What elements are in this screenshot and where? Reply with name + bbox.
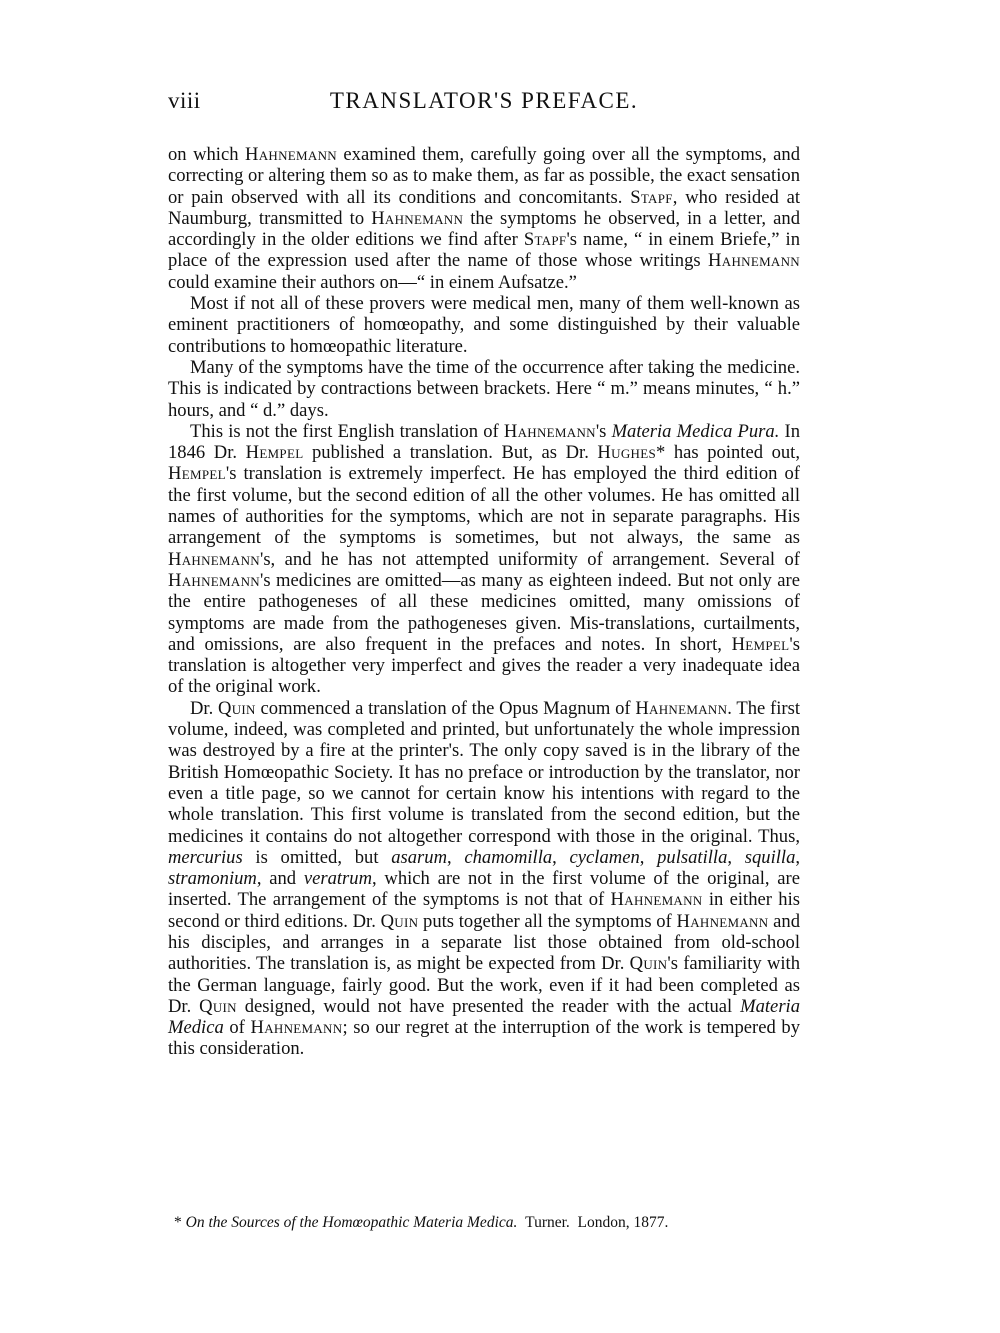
italic-text: asarum (391, 846, 447, 868)
footnote-marker: * (174, 1214, 182, 1231)
footnote (168, 1213, 806, 1233)
small-caps-name: Stapf (630, 186, 673, 208)
small-caps-name: Hahnemann (371, 207, 464, 229)
paragraph (168, 421, 800, 698)
page-header (168, 88, 800, 120)
italic-text: stramonium (168, 868, 257, 890)
text-run: ; so our regret at the interruption of the work is tempered by this consideration. (168, 1017, 800, 1060)
small-caps-name: Quin (629, 953, 668, 975)
small-caps-name: Hempel (168, 463, 226, 485)
text-run: , and (256, 868, 304, 890)
italic-text: squilla (744, 846, 796, 868)
text-run: commenced a translation of the Opus Magnum of (255, 697, 636, 719)
text-run: 's translation is altogether very imperfect and gives the reader a very inadequate idea of the original work. (168, 633, 800, 698)
small-caps-name: Hahnemann (610, 889, 703, 911)
italic-text: pulsatilla (657, 846, 728, 868)
text-run: * has pointed out, (656, 442, 800, 464)
text-run: could examine their authors on—“ in einem Aufsatze.” (168, 271, 577, 293)
text-run: of (223, 1017, 251, 1039)
small-caps-name: Hahnemann (708, 250, 800, 272)
text-run: and his disciples, and arranges in a separate list those obtained from old-school authorities. The translation is, as might be expected from Dr. (168, 910, 800, 975)
small-caps-name: Hahnemann (168, 569, 260, 591)
small-caps-name: Stapf (523, 229, 567, 251)
page-number: viii (168, 88, 201, 113)
footnote-title: On the Sources of the Homœopathic Materia Medica. (185, 1214, 518, 1231)
text-run: 's translation is extremely imperfect. He has employed the third edition of the first volume, but the second edition of all the other volumes. He has omitted all names of authorities for the symptoms, which are not in separate paragraphs. His arrangement of the symptoms is sometimes, but not always, the same as (168, 463, 800, 549)
text-run: . The first volume, indeed, was completed and printed, but unfortunately the whole impression was destroyed by a fire at the printer's. The only copy saved is in the library of the British Homœopathic Society. It has no preface or introduction by the translator, nor even a title page, so we cannot for certain know his intentions with regard to the whole translation. This first volume is translated from the second edition, but the medicines it contains do not altogether correspond with those in the original. Thus, (168, 697, 801, 847)
paragraph (168, 293, 800, 357)
footnote-place-year: London, 1877. (577, 1214, 669, 1231)
paragraph (168, 357, 800, 421)
italic-text: mercurius (168, 846, 243, 868)
text-run: , which are not in the first volume of the original, are inserted. The arrangement of the symptoms is not that of (168, 868, 800, 911)
paragraph (168, 144, 800, 293)
italic-text: chamomilla (464, 846, 553, 868)
text-run: 's, and he has not attempted uniformity of arrangement. Several of (259, 548, 800, 570)
body-text (168, 144, 800, 1060)
small-caps-name: Hahnemann (168, 548, 260, 570)
text-run: Dr. (190, 697, 219, 719)
text-run: , (639, 846, 658, 868)
small-caps-name: Quin (199, 995, 237, 1017)
text-run: on which (168, 144, 245, 165)
text-run: 's medicines are omitted—as many as eighteen indeed. But not only are the entire pathogeneses of all these medicines omitted, many omissions of symptoms are made from the pathogeneses given. Mis-translations, curtailments, and omissions, are also frequent in the prefaces and notes. In short, (168, 569, 800, 655)
text-run: 's name, “ in einem Briefe,” in place of the expression used after the name of those whose writings (168, 229, 800, 272)
text-run: in either his second or third editions. Dr. (168, 889, 800, 932)
small-caps-name: Hahnemann (676, 910, 769, 932)
small-caps-name: Quin (380, 910, 419, 932)
text-run: , (727, 846, 745, 868)
text-run: 's (595, 420, 612, 442)
text-run: the symptoms he observed, in a letter, and accordingly in the older editions we find after (168, 207, 800, 251)
text-run: published a translation. But, as Dr. (303, 442, 598, 464)
italic-text: Materia Medica Pura. (611, 420, 780, 442)
italic-text: Materia Medica (168, 995, 801, 1039)
text-run: , (447, 846, 465, 868)
text-run: In 1846 Dr. (168, 420, 800, 464)
small-caps-name: Hahnemann (635, 697, 728, 719)
small-caps-name: Hahnemann (250, 1017, 343, 1039)
footnote-publisher: Turner. (525, 1214, 570, 1231)
text-run: puts together all the symptoms of (418, 910, 677, 932)
text-run: , (795, 846, 801, 868)
text-run: 's familiarity with the German language, fairly good. But the work, even if it had been completed as Dr. (168, 953, 800, 1017)
small-caps-name: Hahnemann (503, 420, 596, 442)
small-caps-name: Hahnemann (244, 144, 337, 165)
text-run: is omitted, but (242, 846, 392, 868)
text-run: Many of the symptoms have the time of the occurrence after taking the medicine. This is indicated by contractions between brackets. Here “ m.” means minutes, “ h.” hours, and “ d.” days. (168, 356, 800, 421)
text-run: , (552, 846, 570, 868)
italic-text: veratrum (303, 868, 373, 890)
text-run: This is not the first English translation of (190, 420, 504, 442)
text-run: , who resided at Naumburg, transmitted to (168, 186, 800, 229)
small-caps-name: Hempel (245, 442, 304, 464)
italic-text: cyclamen (569, 846, 640, 868)
small-caps-name: Quin (218, 697, 256, 719)
small-caps-name: Hempel (731, 633, 790, 655)
running-title: TRANSLATOR'S PREFACE. (329, 88, 639, 113)
text-run: examined them, carefully going over all the symptoms, and correcting or altering them so as to make them, as far as possible, the exact sensation or pain observed with all its conditions and concomitants. (168, 144, 800, 208)
text-run: Most if not all of these provers were medical men, many of them well-known as eminent practitioners of homœopathy, and some distinguished by their valuable contributions to homœopathic literature. (168, 293, 800, 357)
text-run: designed, would not have presented the reader with the actual (236, 995, 741, 1017)
small-caps-name: Hughes (597, 442, 656, 464)
paragraph (168, 698, 800, 1060)
